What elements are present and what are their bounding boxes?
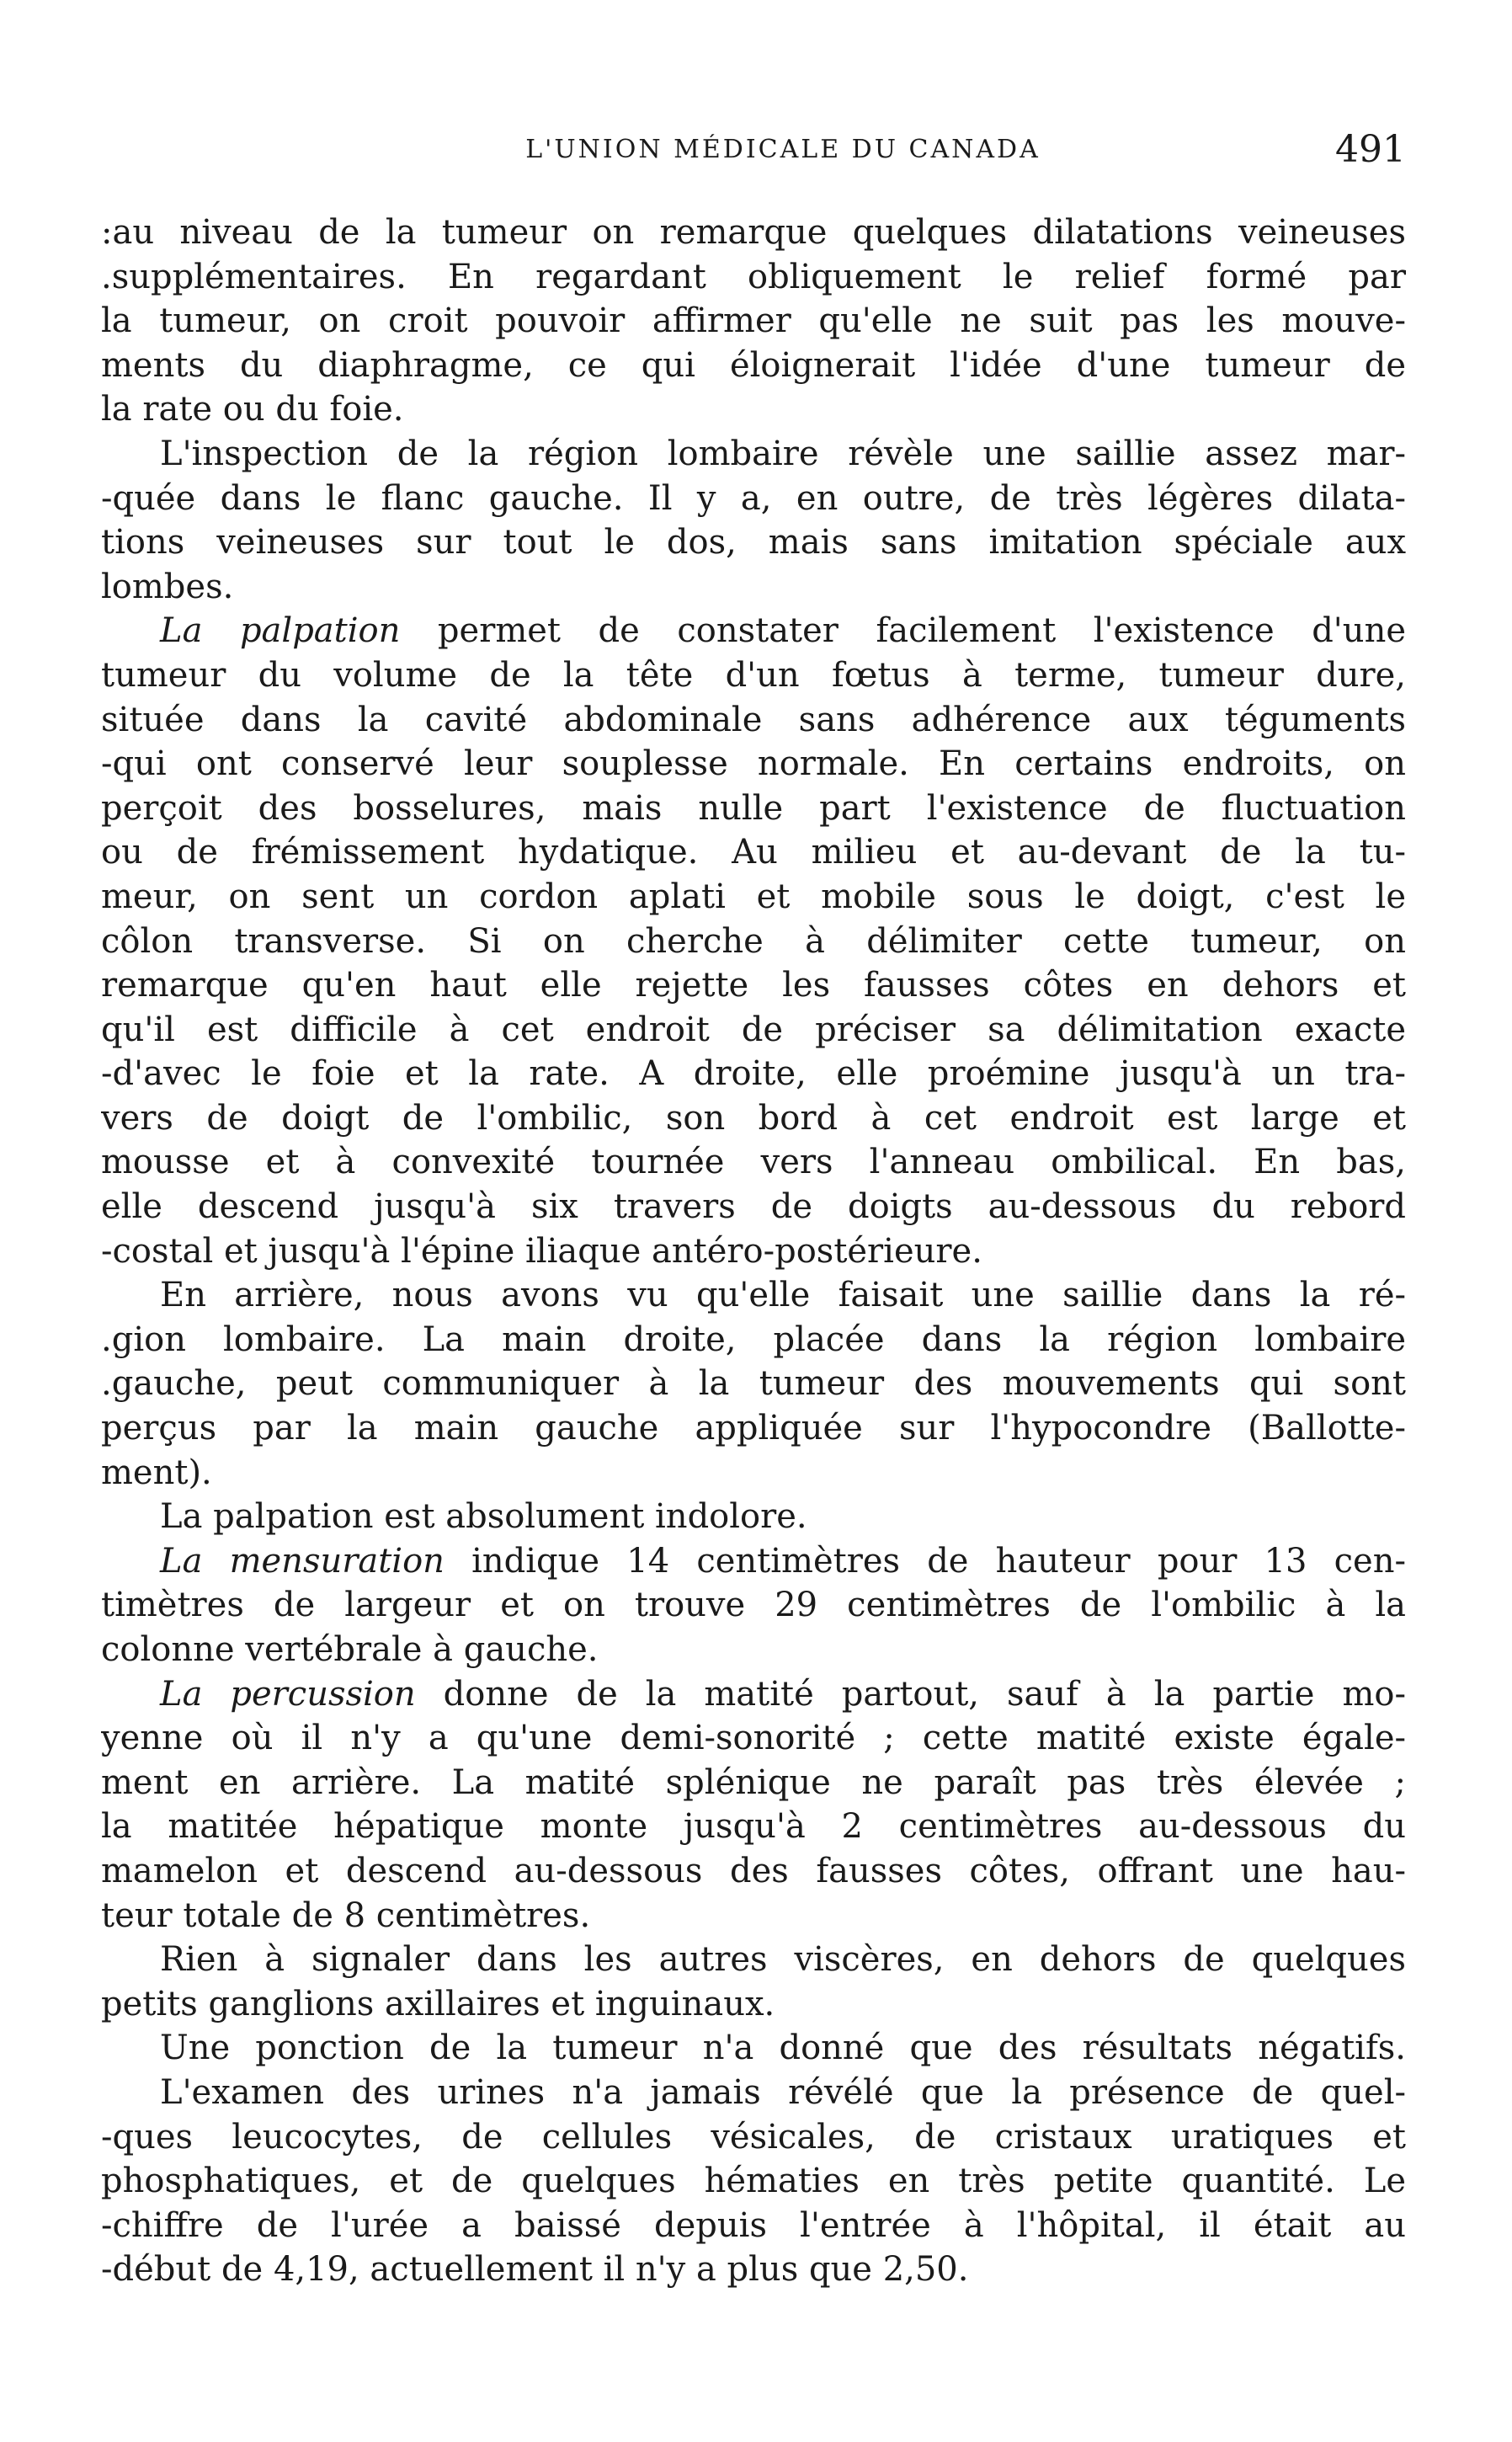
line-text: La palpation est absolument indolore. — [160, 1497, 807, 1537]
line-text: -costal et jusqu'à l'épine iliaque antéro-postérieure. — [101, 1231, 982, 1271]
line-text: la rate ou du foie. — [101, 390, 404, 429]
line-text: mamelon et descend au-dessous des fausses côtes, offrant une hau- — [101, 1851, 1406, 1890]
running-header — [160, 125, 1406, 184]
text-line — [101, 653, 1406, 698]
italic-term: La palpation — [160, 611, 401, 651]
text-line — [101, 1273, 1406, 1318]
text-line — [101, 875, 1406, 920]
text-line — [101, 1982, 1406, 2027]
text-line — [101, 830, 1406, 875]
text-line — [101, 1140, 1406, 1185]
line-text: phosphatiques, et de quelques hématies en très petite quantité. Le — [101, 2162, 1406, 2201]
text-line — [101, 1052, 1406, 1096]
text-line — [101, 786, 1406, 831]
text-line — [101, 520, 1406, 565]
line-text: perçoit des bosselures, mais nulle part l'existence de fluctuation — [101, 788, 1406, 828]
line-text: ments du diaphragme, ce qui éloignerait l'idée d'une tumeur de — [101, 345, 1406, 385]
text-line — [101, 698, 1406, 743]
line-text: Une ponction de la tumeur n'a donné que des résultats négatifs. — [160, 2029, 1406, 2068]
line-text: .gion lombaire. La main droite, placée dans la région lombaire — [101, 1320, 1406, 1359]
text-line — [101, 1185, 1406, 1229]
line-text: .gauche, peut communiquer à la tumeur des mouvements qui sont — [101, 1364, 1406, 1404]
line-text: colonne vertébrale à gauche. — [101, 1630, 599, 1669]
line-text: Rien à signaler dans les autres viscères, en dehors de quelques — [160, 1940, 1406, 1980]
text-line — [101, 432, 1406, 477]
page-number: 491 — [1335, 128, 1406, 171]
text-line — [101, 1318, 1406, 1362]
journal-title: L'UNION MÉDICALE DU CANADA — [525, 135, 1041, 164]
text-line — [101, 963, 1406, 1008]
line-text: meur, on sent un cordon aplati et mobile sous le doigt, c'est le — [101, 877, 1406, 916]
line-text: ment en arrière. La matité splénique ne paraît pas très élevée ; — [101, 1762, 1406, 1802]
text-line — [101, 344, 1406, 388]
text-line — [101, 1406, 1406, 1451]
text-line — [101, 1849, 1406, 1894]
line-text: ment). — [101, 1453, 212, 1492]
line-text: située dans la cavité abdominale sans adhérence aux téguments — [101, 700, 1406, 739]
text-line — [101, 477, 1406, 521]
text-line — [101, 2071, 1406, 2115]
text-line — [101, 609, 1406, 653]
line-text: -ques leucocytes, de cellules vésicales, de cristaux uratiques et — [101, 2117, 1406, 2157]
line-text: tumeur du volume de la tête d'un fœtus à terme, tumeur dure, — [101, 655, 1406, 695]
line-text: timètres de largeur et on trouve 29 centimètres de l'ombilic à la — [101, 1586, 1406, 1625]
text-line — [101, 1495, 1406, 1539]
text-line — [101, 1096, 1406, 1141]
text-line — [101, 1894, 1406, 1938]
line-text: permet de constater facilement l'existence d'une — [400, 611, 1406, 651]
line-text: teur totale de 8 centimètres. — [101, 1895, 591, 1935]
line-text: côlon transverse. Si on cherche à délimiter cette tumeur, on — [101, 921, 1406, 961]
line-text: -qui ont conservé leur souplesse normale. En certains endroits, on — [101, 744, 1406, 784]
line-text: indique 14 centimètres de hauteur pour 13 cen- — [444, 1541, 1406, 1581]
text-line — [101, 299, 1406, 344]
italic-term: La mensuration — [160, 1541, 445, 1581]
line-text: petits ganglions axillaires et inguinaux. — [101, 1984, 775, 2023]
text-line — [101, 1451, 1406, 1496]
text-line — [101, 742, 1406, 786]
text-line — [101, 1362, 1406, 1406]
line-text: L'inspection de la région lombaire révèle une saillie assez mar- — [160, 434, 1406, 473]
text-line — [101, 565, 1406, 610]
line-text: elle descend jusqu'à six travers de doigts au-dessous du rebord — [101, 1187, 1406, 1227]
line-text: L'examen des urines n'a jamais révélé que la présence de quel- — [160, 2072, 1406, 2112]
text-line — [101, 1628, 1406, 1672]
text-line — [101, 1229, 1406, 1274]
line-text: la tumeur, on croit pouvoir affirmer qu'elle ne suit pas les mouve- — [101, 301, 1406, 341]
line-text: la matitée hépatique monte jusqu'à 2 centimètres au-dessous du — [101, 1807, 1406, 1847]
text-line — [101, 1008, 1406, 1053]
line-text: -début de 4,19, actuellement il n'y a plus que 2,50. — [101, 2250, 969, 2290]
line-text: .supplémentaires. En regardant obliquement le relief formé par — [101, 257, 1406, 296]
text-line — [101, 920, 1406, 964]
text-line — [101, 1583, 1406, 1628]
text-line — [101, 2159, 1406, 2204]
text-line — [101, 2115, 1406, 2160]
text-line — [101, 1539, 1406, 1584]
line-text: -chiffre de l'urée a baissé depuis l'entrée à l'hôpital, il était au — [101, 2205, 1406, 2245]
italic-term: La percussion — [160, 1674, 416, 1714]
line-text: -d'avec le foie et la rate. A droite, elle proémine jusqu'à un tra- — [101, 1054, 1406, 1094]
line-text: mousse et à convexité tournée vers l'anneau ombilical. En bas, — [101, 1143, 1406, 1182]
text-line — [101, 1761, 1406, 1805]
line-text: lombes. — [101, 567, 234, 606]
line-text: :au niveau de la tumeur on remarque quelques dilatations veineuses — [101, 213, 1406, 252]
line-text: perçus par la main gauche appliquée sur l'hypocondre (Ballotte- — [101, 1409, 1406, 1448]
line-text: -quée dans le flanc gauche. Il y a, en outre, de très légères dilata- — [101, 478, 1406, 518]
line-text: tions veineuses sur tout le dos, mais sans imitation spéciale aux — [101, 523, 1406, 563]
text-line — [101, 2026, 1406, 2071]
text-line — [101, 2204, 1406, 2248]
line-text: remarque qu'en haut elle rejette les fausses côtes en dehors et — [101, 966, 1406, 1005]
text-line — [101, 211, 1406, 255]
text-line — [101, 1716, 1406, 1761]
line-text: En arrière, nous avons vu qu'elle faisait une saillie dans la ré- — [160, 1276, 1406, 1315]
line-text: vers de doigt de l'ombilic, son bord à cet endroit est large et — [101, 1098, 1406, 1138]
body-text — [101, 211, 1406, 2292]
text-line — [101, 255, 1406, 300]
line-text: ou de frémissement hydatique. Au milieu et au-devant de la tu- — [101, 833, 1406, 872]
line-text: qu'il est difficile à cet endroit de préciser sa délimitation exacte — [101, 1010, 1406, 1049]
text-line — [101, 1672, 1406, 1717]
text-line — [101, 2247, 1406, 2292]
text-line — [101, 387, 1406, 432]
text-line — [101, 1805, 1406, 1849]
line-text: yenne où il n'y a qu'une demi-sonorité ; cette matité existe égale- — [101, 1719, 1406, 1758]
text-line — [101, 1938, 1406, 1982]
line-text: donne de la matité partout, sauf à la partie mo- — [415, 1674, 1406, 1714]
